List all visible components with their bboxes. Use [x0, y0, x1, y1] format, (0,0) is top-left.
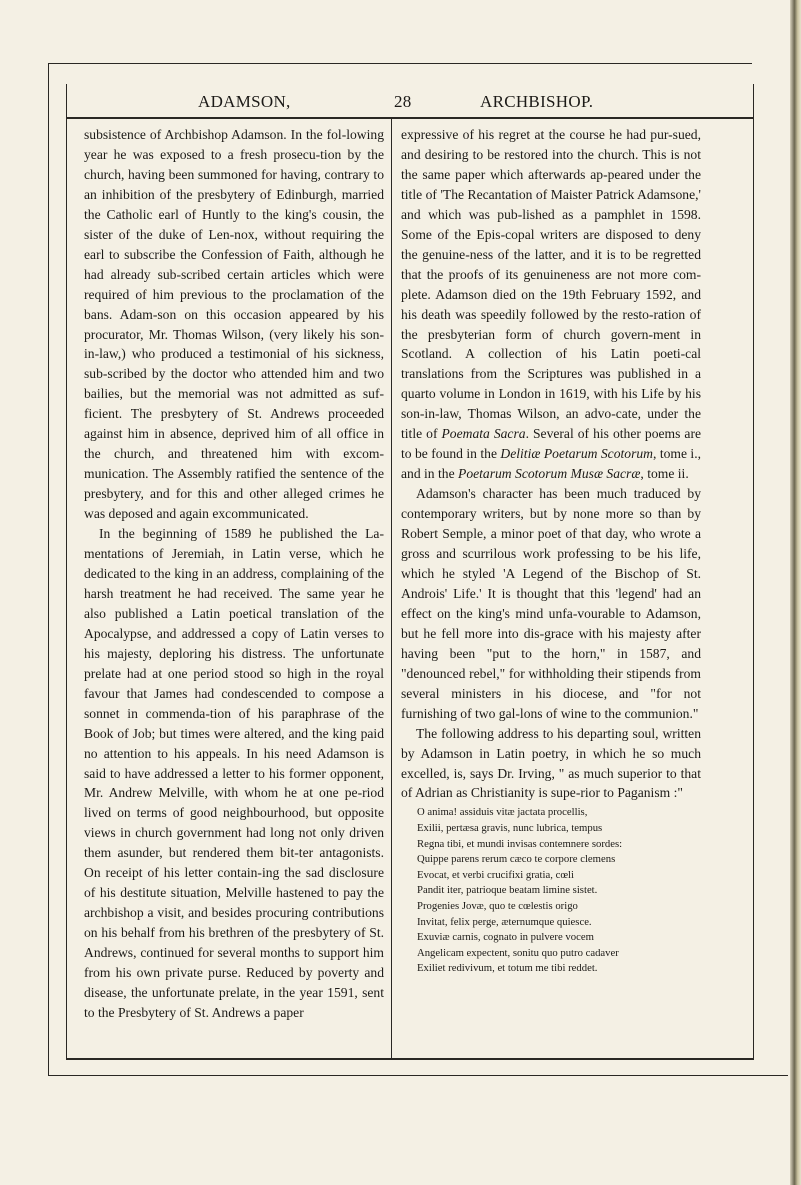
page-number: 28: [394, 92, 412, 111]
inner-border-right: [753, 84, 754, 1060]
poem-line: O anima! assiduis vitæ jactata procellis,: [417, 806, 588, 819]
outer-border-top: [48, 63, 752, 64]
left-paragraph-2: In the beginning of 1589 he published the La-mentations of Jeremiah, in Latin verse, which he dedicated to the king in an address, complaining of the harsh treatment he had received. The same year he also published a Latin poetical translation of the Apocalypse, and addressed a copy of Latin verses to his majesty, deploring his distress. The unfortunate prelate had at one period stood so high in the royal favour that James had condescended to compose a sonnet in commenda-tion of his paraphrase of the Book of Job; but times were altered, and the king paid no attention to his appeals. In his need Adamson is said to have addressed a letter to his former opponent, Mr. Andrew Melville, with whom he at one pe-riod lived on terms of good neighbourhood, but opposite views in church government had long not only driven them asunder, but rendered them bit-ter antagonists. On receipt of his letter contain-ing the sad disclosure of his destitute situation, Melville hastened to pay the archbishop a visit, and besides procuring contributions on his behalf from his brethren of the presbytery of St. Andrews, continued for several months to support him from his own private purse. Reduced by poverty and disease, the unfortunate prelate, in the year 1591, sent to the Presbytery of St. Andrews a paper: [84, 526, 384, 1020]
inner-border-left: [66, 84, 67, 1060]
poem-line: Exilii, pertæsa gravis, nunc lubrica, tempus: [417, 822, 603, 834]
outer-border-left: [48, 63, 49, 1075]
latin-poem: [401, 805, 701, 977]
poem-line: Regna tibi, et mundi invisas contemnere sordes:: [417, 837, 623, 850]
right-column: [401, 125, 701, 977]
right-paragraph-2: Adamson's character has been much traduced by contemporary writers, but by none more so than by Robert Semple, a minor poet of that day, who wrote a gross and scurrilous work professing to be his life, which he styled 'A Legend of the Bischop of St. Androis' Life.' It is thought that this 'legend' had an effect on the king's mind unfa-vourable to Adamson, but he fell more into dis-grace with his majesty after having been "put to the horn," in 1587, and "denounced rebel," for withholding their stipends from several ministers in his diocese, and "for not furnishing of two gal-lons of wine to the communion.": [401, 486, 701, 721]
right-paragraph-1: expressive of his regret at the course he had pur-sued, and desiring to be restored into the church. This is not the same paper which afterwards ap-peared under the title of 'The Recantation of Maister Patrick Adamsone,' and which was pub-lished as a pamphlet in 1598. Some of the Epis-copal writers are disposed to deny the genuine-ness of the latter, and it is to be regretted that the proofs of its genuineness are not more com-plete. Adamson died on the 19th February 1592, and his death was speedily followed by the resto-ration of the presbyterian form of church govern-ment in Scotland. A collection of his Latin poeti-cal translations from the Scriptures was published in a quarto volume in London in 1619, with his Life by his son-in-law, Thomas Wilson, an advo-cate, under the title of Poemata Sacra. Several of his other poems are to be found in the Delitiæ Poetarum Scotorum, tome i., and in the Poetarum Scotorum Musæ Sacræ, tome ii.: [401, 127, 702, 482]
header-rule: [66, 117, 754, 119]
running-header: [66, 92, 754, 114]
poem-line: Quippe parens rerum cæco te corpore clemens: [417, 853, 616, 866]
column-divider: [391, 119, 392, 1058]
poem-line: Pandit iter, patrioque beatam limine sistet.: [417, 884, 598, 897]
poem-line: Evocat, et verbi crucifixi gratia, cœli: [417, 868, 574, 881]
outer-border-bottom: [48, 1075, 788, 1076]
poem-line: Invitat, felix perge, æternumque quiesce.: [417, 915, 592, 928]
bottom-rule: [66, 1058, 754, 1060]
poem-line: Exuviæ carnis, cognato in pulvere vocem: [417, 931, 594, 944]
poem-line: Progenies Jovæ, quo te cœlestis origo: [417, 899, 578, 912]
poem-line: Exiliet redivivum, et totum me tibi reddet.: [417, 962, 598, 975]
page-edge-shadow: [790, 0, 801, 1185]
right-paragraph-3: The following address to his departing soul, written by Adamson in Latin poetry, in which he so much excelled, is, says Dr. Irving, " as much superior to that of Adrian as Christianity is supe-rior to Paganism :": [401, 725, 701, 801]
header-right: ARCHBISHOP.: [480, 92, 594, 111]
header-left: ADAMSON,: [198, 92, 291, 111]
left-paragraph-1: subsistence of Archbishop Adamson. In the fol-lowing year he was exposed to a fresh prosecu-tion by the church, having been summoned for having, contrary to an inhibition of the presbytery of Edinburgh, married the Catholic earl of Huntly to the king's cousin, the sister of the duke of Len-nox, without requiring the earl to subscribe the Confession of Faith, although he had already sub-scribed certain articles which were required of him previous to the proclamation of the bans. Adam-son on this occasion appeared by his procurator, Mr. Thomas Wilson, (very likely his son-in-law,) who produced a testimonial of his sickness, sub-scribed by the doctor who attended him and two bailies, but the memorial was not admitted as suf-ficient. The presbytery of St. Andrews proceeded against him in absence, deprived him of all office in the church, and threatened him with excom-munication. The Assembly ratified the sentence of the presbytery, and for this and other alleged crimes he was deposed and again excommunicated.: [84, 127, 384, 522]
poem-line: Angelicam expectent, sonitu quo putro cadaver: [417, 946, 619, 959]
left-column: [84, 125, 384, 1023]
